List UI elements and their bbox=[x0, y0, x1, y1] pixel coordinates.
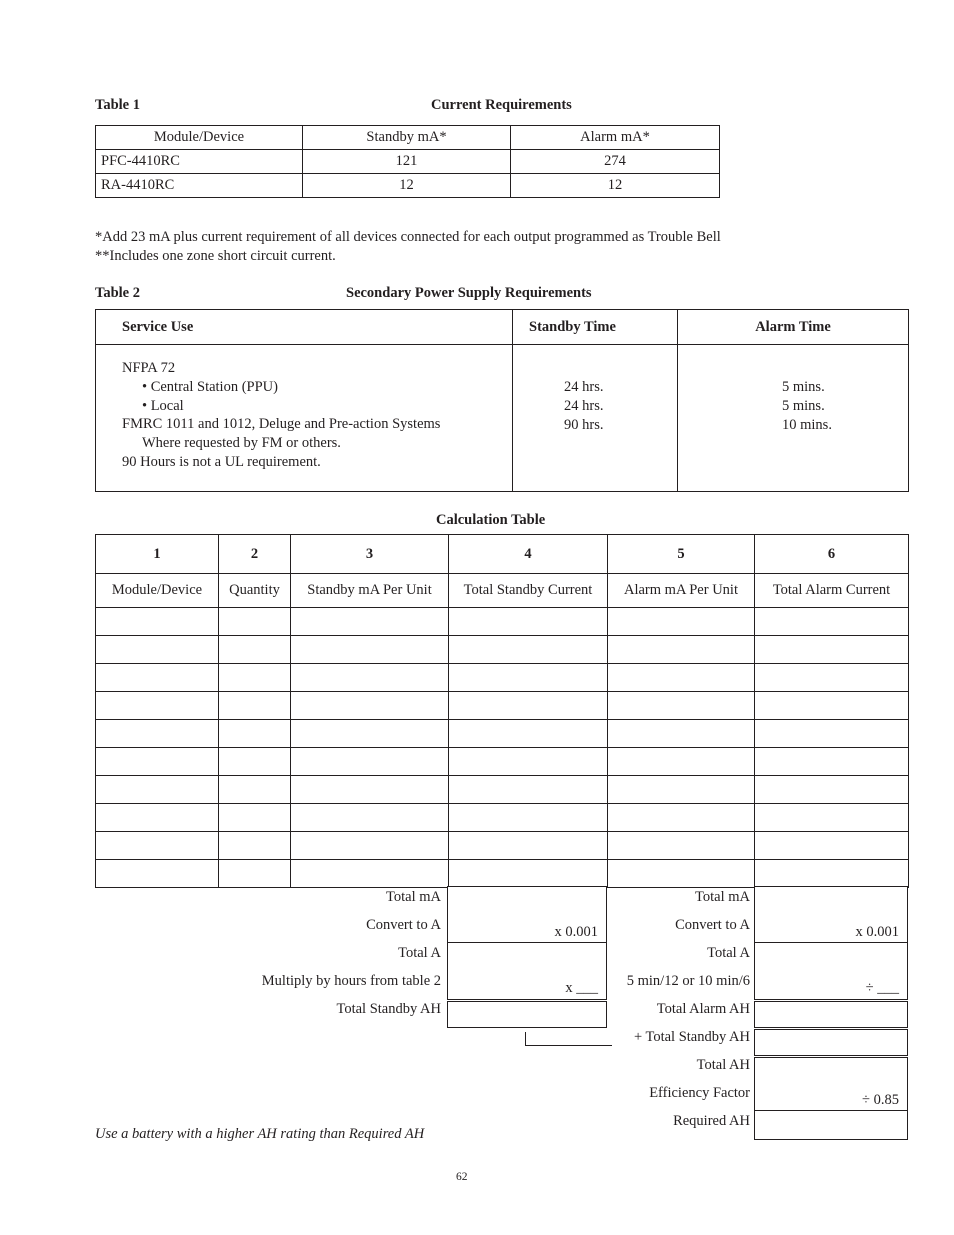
standby-time: 90 hrs. bbox=[564, 416, 604, 433]
column-header: Alarm Time bbox=[678, 310, 909, 345]
input-cell[interactable] bbox=[219, 832, 291, 860]
standby-multiply-value: x ___ bbox=[565, 980, 598, 996]
input-cell[interactable] bbox=[608, 608, 755, 636]
input-cell[interactable] bbox=[449, 776, 608, 804]
table1-title: Current Requirements bbox=[431, 97, 572, 113]
input-cell[interactable] bbox=[219, 748, 291, 776]
input-cell[interactable] bbox=[96, 860, 219, 888]
input-cell[interactable] bbox=[755, 860, 909, 888]
input-cell[interactable] bbox=[449, 636, 608, 664]
input-cell[interactable] bbox=[219, 776, 291, 804]
column-number: 6 bbox=[755, 535, 909, 574]
input-cell[interactable] bbox=[291, 804, 449, 832]
standby-convert-label: Convert to A bbox=[366, 917, 441, 933]
standby-total-ah-label: Total Standby AH bbox=[336, 1001, 441, 1017]
input-cell[interactable] bbox=[96, 720, 219, 748]
standby-time: 24 hrs. bbox=[564, 379, 604, 395]
alarm-total-a-label: Total A bbox=[707, 945, 750, 961]
calculation-table bbox=[95, 534, 909, 888]
table-header-row bbox=[96, 126, 720, 150]
input-cell[interactable] bbox=[755, 748, 909, 776]
input-cell[interactable] bbox=[449, 720, 608, 748]
table-row bbox=[96, 720, 909, 748]
table-row bbox=[96, 832, 909, 860]
table-row bbox=[96, 608, 909, 636]
input-cell[interactable] bbox=[96, 636, 219, 664]
table-cell: 12 bbox=[303, 174, 511, 198]
efficiency-value: ÷ 0.85 bbox=[862, 1092, 899, 1108]
table-header-row bbox=[96, 310, 909, 345]
input-cell[interactable] bbox=[219, 636, 291, 664]
standby-ah-carry-box[interactable] bbox=[754, 1029, 908, 1056]
battery-footnote: Use a battery with a higher AH rating than Required AH bbox=[95, 1126, 425, 1142]
note-zone-short: **Includes one zone short circuit current. bbox=[95, 248, 336, 264]
input-cell[interactable] bbox=[449, 664, 608, 692]
standby-convert-value: x 0.001 bbox=[554, 924, 598, 940]
input-cell[interactable] bbox=[608, 832, 755, 860]
input-cell[interactable] bbox=[96, 692, 219, 720]
column-header: Standby mA* bbox=[303, 126, 511, 150]
input-cell[interactable] bbox=[219, 608, 291, 636]
input-cell[interactable] bbox=[449, 692, 608, 720]
alarm-convert-label: Convert to A bbox=[675, 917, 750, 933]
input-cell[interactable] bbox=[219, 860, 291, 888]
calc-table-title: Calculation Table bbox=[436, 512, 546, 528]
table-cell: 12 bbox=[511, 174, 720, 198]
input-cell[interactable] bbox=[755, 804, 909, 832]
input-cell[interactable] bbox=[291, 776, 449, 804]
alarm-plus-standby-label: + Total Standby AH bbox=[633, 1029, 750, 1045]
table-row bbox=[96, 345, 909, 492]
input-cell[interactable] bbox=[291, 692, 449, 720]
input-cell[interactable] bbox=[755, 776, 909, 804]
input-cell[interactable] bbox=[608, 692, 755, 720]
table-row bbox=[96, 776, 909, 804]
input-cell[interactable] bbox=[755, 608, 909, 636]
column-number: 1 bbox=[96, 535, 219, 574]
alarm-time: 10 mins. bbox=[782, 416, 832, 433]
standby-amps-box[interactable] bbox=[447, 942, 607, 1000]
service-line: • Central Station (PPU) bbox=[142, 378, 278, 395]
input-cell[interactable] bbox=[608, 748, 755, 776]
blank-rows bbox=[96, 608, 909, 888]
alarm-total-ah-label: Total AH bbox=[696, 1057, 750, 1073]
input-cell[interactable] bbox=[96, 804, 219, 832]
table-row bbox=[96, 636, 909, 664]
column-header: Service Use bbox=[96, 310, 513, 345]
input-cell[interactable] bbox=[96, 748, 219, 776]
input-cell[interactable] bbox=[291, 720, 449, 748]
input-cell[interactable] bbox=[219, 720, 291, 748]
alarm-time-cell bbox=[678, 345, 909, 492]
input-cell[interactable] bbox=[96, 776, 219, 804]
alarm-total-ma-label: Total mA bbox=[695, 889, 750, 905]
input-cell[interactable] bbox=[219, 664, 291, 692]
alarm-time: 5 mins. bbox=[782, 397, 825, 414]
table-row bbox=[96, 174, 720, 198]
column-number: 5 bbox=[608, 535, 755, 574]
table-row bbox=[96, 692, 909, 720]
table-row bbox=[96, 748, 909, 776]
input-cell[interactable] bbox=[608, 804, 755, 832]
alarm-divide-value: ÷ ___ bbox=[865, 980, 899, 996]
input-cell[interactable] bbox=[96, 608, 219, 636]
input-cell[interactable] bbox=[449, 608, 608, 636]
input-cell[interactable] bbox=[219, 804, 291, 832]
input-cell[interactable] bbox=[291, 636, 449, 664]
service-line: • Local bbox=[142, 397, 184, 414]
column-label: Standby mA Per Unit bbox=[291, 574, 449, 608]
standby-ma-box[interactable] bbox=[447, 886, 607, 943]
table-row bbox=[96, 664, 909, 692]
current-requirements-table bbox=[95, 125, 720, 198]
input-cell[interactable] bbox=[291, 608, 449, 636]
input-cell[interactable] bbox=[755, 832, 909, 860]
standby-total-a-label: Total A bbox=[398, 945, 441, 961]
table-cell: 274 bbox=[511, 150, 720, 174]
service-line: 90 Hours is not a UL requirement. bbox=[122, 453, 321, 470]
service-line: Where requested by FM or others. bbox=[142, 435, 341, 452]
input-cell[interactable] bbox=[608, 776, 755, 804]
column-number: 4 bbox=[449, 535, 608, 574]
table-cell: 121 bbox=[303, 150, 511, 174]
column-label-row bbox=[96, 574, 909, 608]
table-row bbox=[96, 804, 909, 832]
input-cell[interactable] bbox=[96, 664, 219, 692]
table-cell: PFC-4410RC bbox=[96, 150, 303, 174]
alarm-divide-label: 5 min/12 or 10 min/6 bbox=[626, 973, 750, 989]
secondary-power-table bbox=[95, 309, 909, 492]
column-label: Quantity bbox=[219, 574, 291, 608]
alarm-efficiency-label: Efficiency Factor bbox=[649, 1085, 750, 1101]
input-cell[interactable] bbox=[449, 860, 608, 888]
standby-time: 24 hrs. bbox=[564, 397, 604, 414]
standby-time-cell bbox=[513, 345, 678, 492]
alarm-time: 5 mins. bbox=[782, 379, 825, 395]
column-header: Alarm mA* bbox=[511, 126, 720, 150]
total-ah-box[interactable] bbox=[754, 1057, 908, 1111]
carry-over-bracket bbox=[525, 1032, 612, 1046]
input-cell[interactable] bbox=[608, 860, 755, 888]
column-label: Total Alarm Current bbox=[755, 574, 909, 608]
service-line: FMRC 1011 and 1012, Deluge and Pre-action Systems bbox=[122, 416, 441, 433]
input-cell[interactable] bbox=[449, 832, 608, 860]
input-cell[interactable] bbox=[608, 664, 755, 692]
table2-label: Table 2 bbox=[95, 285, 140, 301]
table-cell: RA-4410RC bbox=[96, 174, 303, 198]
column-number: 2 bbox=[219, 535, 291, 574]
standby-total-ma-label: Total mA bbox=[386, 889, 441, 905]
table1-label: Table 1 bbox=[95, 97, 140, 113]
input-cell[interactable] bbox=[755, 692, 909, 720]
alarm-amps-box[interactable] bbox=[754, 942, 908, 1000]
column-label: Module/Device bbox=[96, 574, 219, 608]
input-cell[interactable] bbox=[449, 748, 608, 776]
input-cell[interactable] bbox=[291, 860, 449, 888]
service-use-cell bbox=[96, 345, 513, 492]
column-label: Total Standby Current bbox=[449, 574, 608, 608]
input-cell[interactable] bbox=[291, 748, 449, 776]
table-row bbox=[96, 150, 720, 174]
standby-multiply-label: Multiply by hours from table 2 bbox=[261, 973, 441, 989]
input-cell[interactable] bbox=[755, 664, 909, 692]
input-cell[interactable] bbox=[219, 692, 291, 720]
column-header: Module/Device bbox=[96, 126, 303, 150]
service-line: NFPA 72 bbox=[122, 360, 176, 376]
standby-ah-box[interactable] bbox=[447, 1001, 607, 1028]
input-cell[interactable] bbox=[755, 636, 909, 664]
input-cell[interactable] bbox=[449, 804, 608, 832]
column-header: Standby Time bbox=[513, 310, 678, 345]
table2-title: Secondary Power Supply Requirements bbox=[346, 285, 592, 301]
alarm-ah-box[interactable] bbox=[754, 1001, 908, 1028]
column-number-row bbox=[96, 535, 909, 574]
input-cell[interactable] bbox=[608, 636, 755, 664]
alarm-required-ah-label: Required AH bbox=[673, 1113, 750, 1129]
alarm-total-alarm-ah-label: Total Alarm AH bbox=[656, 1001, 750, 1017]
note-trouble-bell: *Add 23 mA plus current requirement of all devices connected for each output programmed as Trouble Bell bbox=[95, 229, 721, 245]
column-number: 3 bbox=[291, 535, 449, 574]
alarm-convert-value: x 0.001 bbox=[855, 924, 899, 940]
table-row bbox=[96, 860, 909, 888]
input-cell[interactable] bbox=[608, 720, 755, 748]
column-label: Alarm mA Per Unit bbox=[608, 574, 755, 608]
input-cell[interactable] bbox=[291, 832, 449, 860]
input-cell[interactable] bbox=[96, 832, 219, 860]
alarm-ma-box[interactable] bbox=[754, 886, 908, 943]
input-cell[interactable] bbox=[291, 664, 449, 692]
page-number: 62 bbox=[456, 1171, 468, 1183]
required-ah-box[interactable] bbox=[754, 1110, 908, 1140]
input-cell[interactable] bbox=[755, 720, 909, 748]
